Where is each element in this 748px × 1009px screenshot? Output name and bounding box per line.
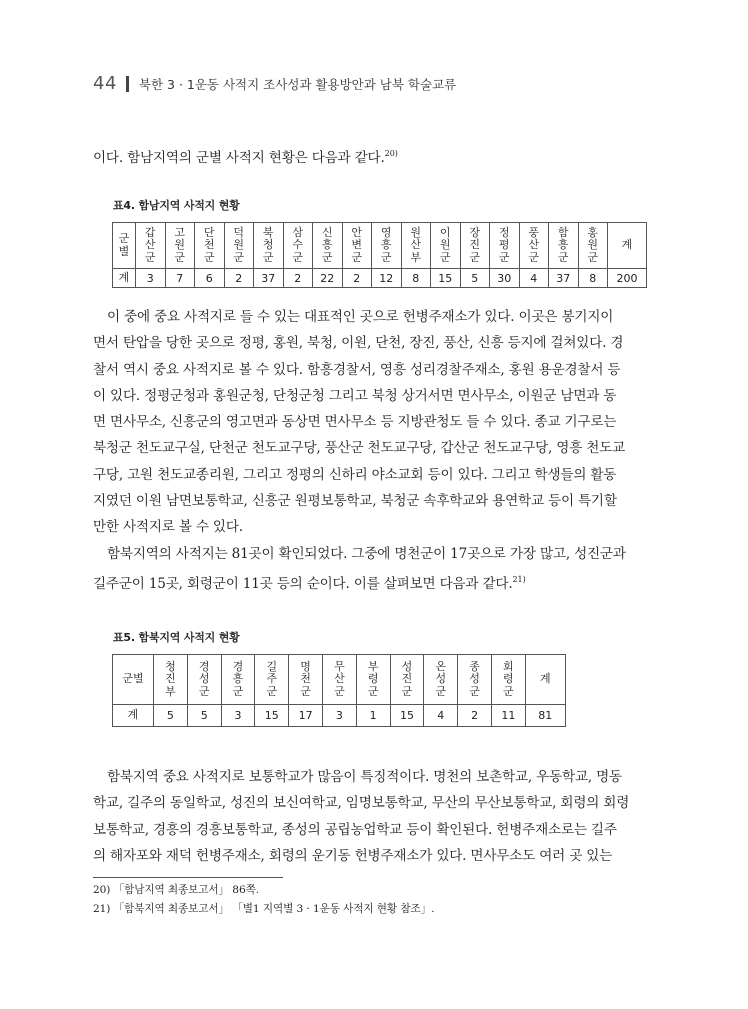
table4-cell: 2 [283,269,313,288]
body-paragraph-3 [93,764,659,869]
text-line: 만한 사적지로 볼 수 있다. [93,519,243,536]
table4-cell: 15 [431,269,461,288]
table4-cell: 22 [313,269,343,288]
running-header [93,73,456,94]
table5-cell: 11 [491,705,525,727]
table5-total-cell: 81 [525,705,565,727]
table5-cell: 4 [424,705,458,727]
table5-header-row [113,655,566,705]
table4-col-header: 홍 원 군 [578,223,608,269]
table4-cell: 2 [224,269,254,288]
table5-cell: 2 [458,705,492,727]
table4-col-header: 원 산 부 [401,223,431,269]
text-line: 의 해자포와 재덕 헌병주재소, 회령의 운기동 헌병주재소가 있다. 면사무소도 여러 곳 있는 [93,847,613,864]
table4-col-header: 함 흥 군 [549,223,579,269]
text-line: 면 면사무소, 신흥군의 영고면과 동상면 면사무소 등 지방관청도 들 수 있다. 종교 기구로는 [93,414,617,431]
table5-cell: 5 [154,705,188,727]
table4-col-header: 장 진 군 [460,223,490,269]
table4-cell: 7 [165,269,195,288]
footnote-20: 20) 「함남지역 최종보고서」 86쪽. [93,884,259,896]
table5-cell: 5 [187,705,221,727]
table5-cell: 15 [390,705,424,727]
table4 [112,222,647,288]
table4-total-cell: 200 [608,269,647,288]
table5-col-header: 종 성 군 [458,655,492,705]
table4-col-header: 영 흥 군 [372,223,402,269]
table5-cell: 1 [356,705,390,727]
table5-col-header: 온 성 군 [424,655,458,705]
text-line: 면서 탄압을 당한 곳으로 정평, 홍원, 북청, 이원, 단천, 장진, 풍산, 신흥 등지에 걸쳐있다. 경 [93,335,624,352]
text-line: 북청군 천도교구실, 단천군 천도교구당, 풍산군 천도교구당, 갑산군 천도교구당, 영흥 천도교 [93,440,626,457]
text-line: 구당, 고원 천도교종리원, 그리고 정평의 신하리 야소교회 등이 있다. 그리고 학생들의 활동 [93,466,617,483]
running-title: 북한 3 · 1운동 사적지 조사성과 활용방안과 남북 학술교류 [138,76,457,92]
table5-col-header: 경 성 군 [187,655,221,705]
text-line: 함북지역 중요 사적지로 보통학교가 많음이 특징적이다. 명천의 보촌학교, 우동학교, 명동 [107,769,622,785]
table5-cell: 3 [221,705,255,727]
body-paragraph-2 [93,541,659,598]
table4-cell: 8 [401,269,431,288]
table5-cell: 3 [322,705,356,727]
table4-col-header: 덕 원 군 [224,223,254,269]
table4-col-header: 신 흥 군 [313,223,343,269]
table5-col-header: 부 령 군 [356,655,390,705]
table5-col-header: 회 령 군 [491,655,525,705]
table4-caption: 표4. 함남지역 사적지 현황 [113,199,240,212]
table4-cell: 37 [549,269,579,288]
table4-col-header: 고 원 군 [165,223,195,269]
text-line: 함북지역의 사적지는 81곳이 확인되었다. 그중에 명천군이 17곳으로 가장 많고, 성진군과 [107,546,626,562]
table4-col-header: 안 변 군 [342,223,372,269]
header-divider [126,76,129,92]
table4-row-label: 계 [113,269,136,288]
table4-col-header: 갑 산 군 [136,223,166,269]
footnote-ref-20: 20) [384,149,398,158]
table4-col-header: 단 천 군 [195,223,225,269]
table5-value-row [113,705,566,727]
intro-text: 이다. 함남지역의 군별 사적지 현황은 다음과 같다. [93,150,385,166]
table4-col-header: 이 원 군 [431,223,461,269]
table4-cell: 6 [195,269,225,288]
table4-cell: 30 [490,269,520,288]
table4-header-label: 군 별 [113,223,136,269]
table4-col-header: 풍 산 군 [519,223,549,269]
table5-col-header: 길 주 군 [255,655,289,705]
intro-paragraph [93,141,659,171]
table4-col-header: 삼 수 군 [283,223,313,269]
table5-cell: 15 [255,705,289,727]
table4-cell: 3 [136,269,166,288]
text-line: 지였던 이원 남면보통학교, 신흥군 원평보통학교, 북청군 속후학교와 용연학교 등이 특기할 [93,493,617,510]
table4-cell: 5 [460,269,490,288]
page-number: 44 [93,73,117,94]
table5-row-label: 계 [113,705,154,727]
table5-caption: 표5. 함북지역 사적지 현황 [113,631,240,644]
text-line: 찰서 역시 중요 사적지로 볼 수 있다. 함흥경찰서, 영흥 성리경찰주재소, 홍원 용운경찰서 등 [93,361,621,378]
table5-col-header: 명 천 군 [289,655,323,705]
footnote-divider [93,877,283,878]
table4-col-header: 정 평 군 [490,223,520,269]
footnote-21: 21) 「함북지역 최종보고서」 「별1 지역별 3 · 1운동 사적지 현황 참조」. [93,903,435,915]
table5-col-header: 청 진 부 [154,655,188,705]
table5-total-header: 계 [525,655,565,705]
table4-value-row [113,269,647,288]
table4-cell: 8 [578,269,608,288]
text-line: 학교, 길주의 동일학교, 성진의 보신여학교, 임명보통학교, 무산의 무산보통학교, 회령의 회령 [93,795,630,812]
table5-col-header: 경 흥 군 [221,655,255,705]
table4-cell: 2 [342,269,372,288]
table4-cell: 4 [519,269,549,288]
table4-col-header: 북 청 군 [254,223,284,269]
table5-col-header: 성 진 군 [390,655,424,705]
table5-cell: 17 [289,705,323,727]
table4-cell: 12 [372,269,402,288]
text-line: 보통학교, 경흥의 경흥보통학교, 종성의 공립농업학교 등이 확인된다. 헌병주재소로는 길주 [93,821,617,838]
body-paragraph-1 [93,304,659,541]
table5-col-header: 무 산 군 [322,655,356,705]
table4-header-row [113,223,647,269]
footnote-ref-21: 21) [512,575,526,585]
table4-total-header: 계 [608,223,647,269]
text-line: 길주군이 15곳, 회령군이 11곳 등의 순이다. 이를 살펴보면 다음과 같다. [93,576,513,593]
table4-cell: 37 [254,269,284,288]
text-line: 이 있다. 정평군청과 홍원군청, 단청군청 그리고 북청 상거서면 면사무소, 이원군 남면과 동 [93,387,617,404]
text-line: 이 중에 중요 사적지로 들 수 있는 대표적인 곳으로 헌병주재소가 있다. 이곳은 봉기지이 [107,309,614,325]
table5-header-label: 군별 [113,655,154,705]
table5 [112,654,566,727]
